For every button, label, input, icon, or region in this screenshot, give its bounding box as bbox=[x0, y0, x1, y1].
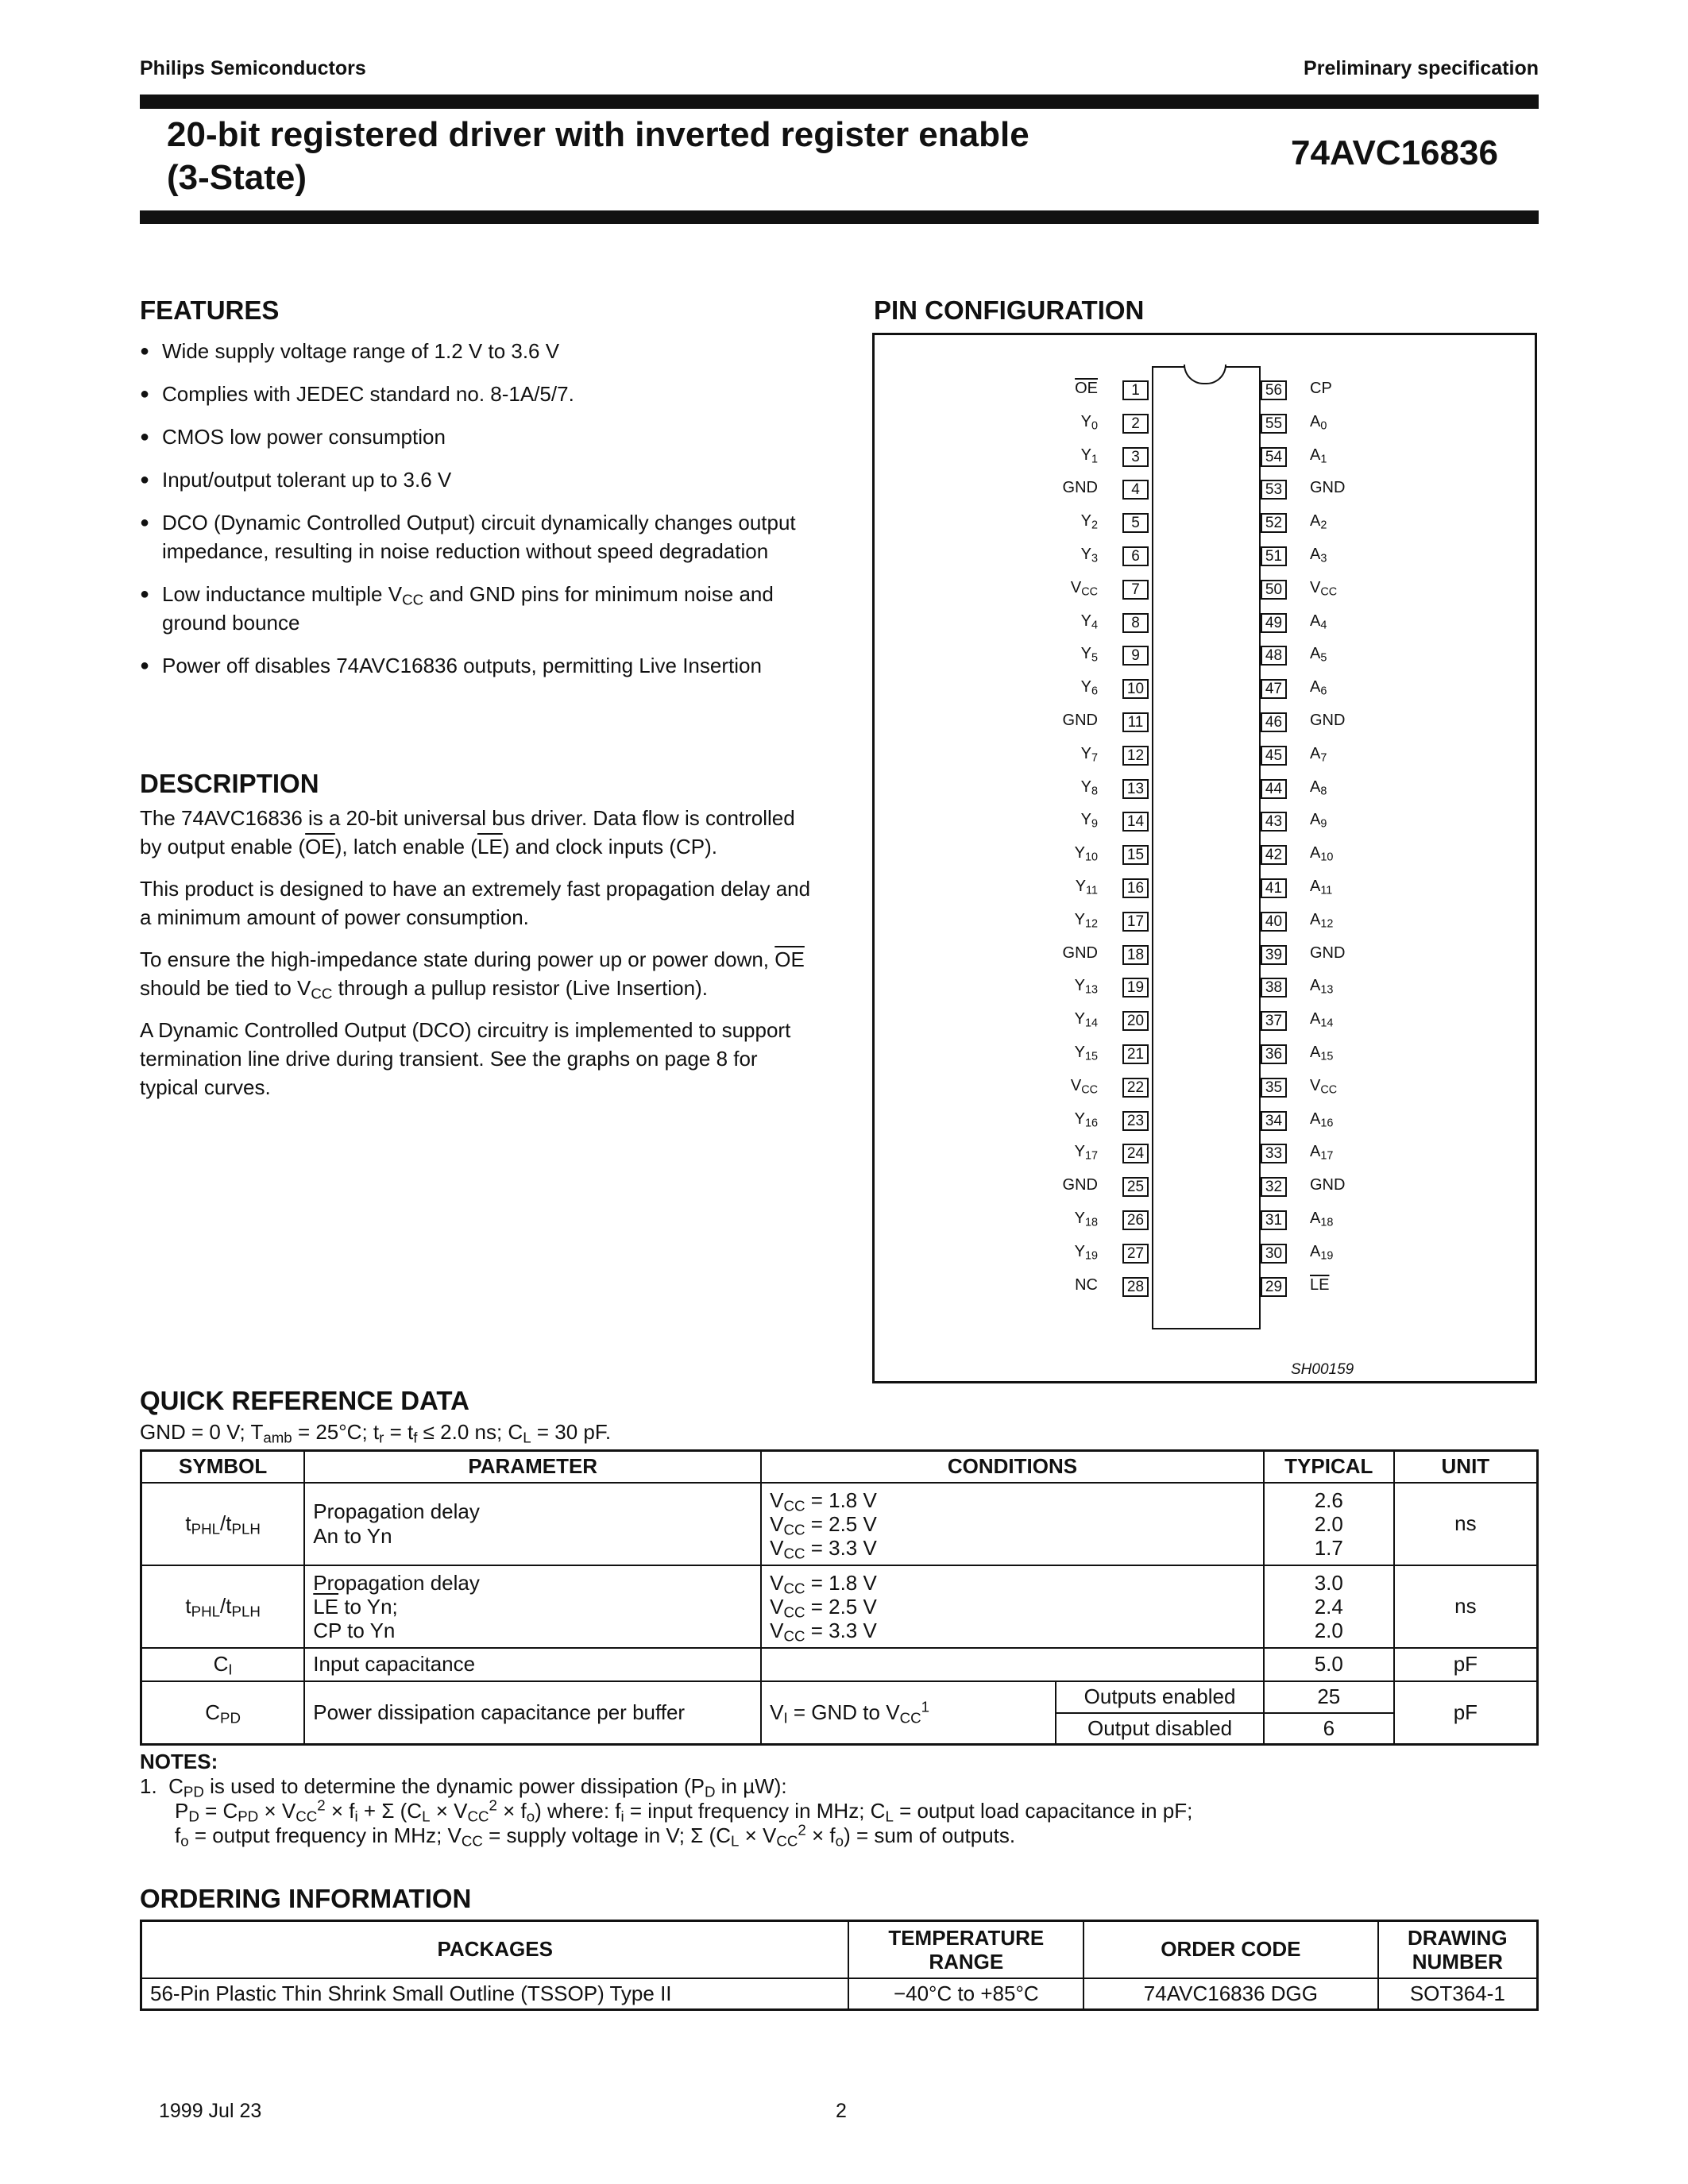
pin-label: $A_{10}$ bbox=[1310, 844, 1334, 864]
typical-cell: 5.0 bbox=[1264, 1648, 1394, 1681]
symbol-ci: $C_I$ bbox=[141, 1648, 305, 1681]
description-paragraph: A Dynamic Controlled Output (DCO) circuitry is implemented to support termination line drive during transient. See the graphs on page 8 for typical curves. bbox=[140, 1018, 791, 1099]
col-unit: UNIT bbox=[1394, 1451, 1538, 1483]
pin-label: $A_6$ bbox=[1310, 678, 1327, 698]
unit-cell: pF bbox=[1394, 1648, 1538, 1681]
pin-number: 11 bbox=[1122, 712, 1149, 732]
pin-label: GND bbox=[1062, 712, 1098, 729]
table-row bbox=[141, 1565, 1538, 1648]
pin-label: $Y_{19}$ bbox=[1074, 1242, 1098, 1263]
pin-number: 39 bbox=[1261, 945, 1287, 965]
typical-cell: 25 bbox=[1264, 1681, 1394, 1713]
pin-number: 27 bbox=[1122, 1244, 1149, 1264]
quick-ref-conditions: GND = 0 V; $T_{amb} = 25^\circ C$; $t_r = t_f \le 2.0$ ns; $C_L = 30$ pF. bbox=[140, 1420, 612, 1446]
description-heading: DESCRIPTION bbox=[140, 769, 319, 798]
pin-label: $A_{18}$ bbox=[1310, 1210, 1334, 1229]
table-row bbox=[141, 1978, 1538, 2010]
pin-number: 14 bbox=[1122, 812, 1149, 832]
col-order-code: ORDER CODE bbox=[1083, 1921, 1377, 1978]
pin-label: $Y_1$ bbox=[1080, 446, 1098, 466]
pin-label: $A_{17}$ bbox=[1310, 1143, 1334, 1163]
symbol-cpd: $C_{PD}$ bbox=[141, 1681, 305, 1745]
company-name: Philips Semiconductors bbox=[140, 57, 366, 79]
note-1-formula: $P_D = C_{PD} \times V_{CC}^2 \times f_i + \Sigma$ $(C_L \times V_{CC}^2 \times f_o)$ where: $f_i$ = input frequency in MHz; $C_L$ = output load capacitance in pF; bbox=[175, 1796, 1193, 1825]
pin-label: $A_{14}$ bbox=[1310, 1010, 1334, 1030]
pin-number: 51 bbox=[1261, 546, 1287, 566]
part-number: 74AVC16836 bbox=[1291, 133, 1498, 172]
pin-label: $V_{CC}$ bbox=[1070, 578, 1098, 599]
col-packages: PACKAGES bbox=[141, 1921, 849, 1978]
package-cell: 56-Pin Plastic Thin Shrink Small Outline (TSSOP) Type II bbox=[141, 1978, 849, 2010]
col-conditions: CONDITIONS bbox=[761, 1451, 1264, 1483]
unit-cell: pF bbox=[1394, 1681, 1538, 1745]
table-header-row bbox=[141, 1451, 1538, 1483]
pin-label: $A_5$ bbox=[1310, 645, 1327, 665]
pin-label: GND bbox=[1310, 1176, 1346, 1194]
features-heading: FEATURES bbox=[140, 295, 280, 325]
col-typical: TYPICAL bbox=[1264, 1451, 1394, 1483]
pin-label: $\overline{LE}$ bbox=[1310, 1275, 1330, 1294]
pin-number: 30 bbox=[1261, 1244, 1287, 1264]
cond-cell: $V_{CC} = 1.8$ V $V_{CC} = 2.5$ V $V_{CC} = 3.3$ V bbox=[761, 1483, 1264, 1565]
pin-label: $V_{CC}$ bbox=[1310, 1076, 1338, 1097]
pin-number: 52 bbox=[1261, 513, 1287, 533]
pin-number: 4 bbox=[1122, 480, 1149, 500]
pin-label: $A_9$ bbox=[1310, 811, 1327, 831]
pin-number: 42 bbox=[1261, 845, 1287, 865]
feature-item: ● DCO (Dynamic Controlled Output) circuit dynamically changes output impedance, resulting in noise reduction without speed degradation bbox=[140, 508, 815, 565]
pin-label: $A_2$ bbox=[1310, 512, 1327, 532]
pin-number: 3 bbox=[1122, 447, 1149, 467]
typical-cell: 6 bbox=[1264, 1713, 1394, 1745]
table-header-row bbox=[141, 1921, 1538, 1978]
description-body bbox=[140, 804, 815, 1115]
pin-label: $Y_{17}$ bbox=[1074, 1143, 1098, 1163]
quick-ref-heading: QUICK REFERENCE DATA bbox=[140, 1386, 469, 1415]
ic-package-outline bbox=[1152, 366, 1261, 1329]
pin-number: 19 bbox=[1122, 978, 1149, 997]
ordering-table bbox=[140, 1920, 1539, 2011]
pin-label: $A_{13}$ bbox=[1310, 977, 1334, 997]
cond-cell: $V_{CC} = 1.8$ V $V_{CC} = 2.5$ V $V_{CC} = 3.3$ V bbox=[761, 1565, 1264, 1648]
title-line-2: (3-State) bbox=[167, 158, 307, 197]
pin-label: GND bbox=[1062, 1176, 1098, 1194]
feature-item-vcc: ● Low inductance multiple $V_{CC}$ and GND pins for minimum noise and ground bounce bbox=[140, 580, 815, 637]
pin-number: 48 bbox=[1261, 646, 1287, 666]
pin-number: 45 bbox=[1261, 746, 1287, 766]
pin-label: $Y_0$ bbox=[1080, 412, 1098, 433]
pin-label: $A_1$ bbox=[1310, 446, 1327, 466]
pin-label: $V_{CC}$ bbox=[1070, 1076, 1098, 1097]
pin-number: 38 bbox=[1261, 978, 1287, 997]
pin-label: $\overline{OE}$ bbox=[1075, 380, 1098, 397]
pin-label: $Y_6$ bbox=[1080, 678, 1098, 698]
typical-cell: 3.0 2.4 2.0 bbox=[1264, 1565, 1394, 1648]
pin-number: 37 bbox=[1261, 1011, 1287, 1031]
pin-number: 49 bbox=[1261, 613, 1287, 633]
pin-label: $Y_8$ bbox=[1080, 778, 1098, 798]
pin-label: GND bbox=[1062, 479, 1098, 497]
pin-label: $Y_{11}$ bbox=[1075, 878, 1098, 897]
symbol-tphl-tplh: $t_{PHL}/t_{PLH}$ bbox=[141, 1483, 305, 1565]
pin-label: $Y_3$ bbox=[1080, 546, 1098, 565]
pin-number: 33 bbox=[1261, 1144, 1287, 1163]
pin-number: 36 bbox=[1261, 1044, 1287, 1064]
temp-cell: −40°C to +85°C bbox=[848, 1978, 1083, 2010]
note-1-formula-cont: $f_o$ = output frequency in MHz; $V_{CC}$ = supply voltage in V; Σ $(C_L \times V_{CC}^2 \times f_o)$ = sum of outputs. bbox=[175, 1821, 1016, 1850]
pin-number: 21 bbox=[1122, 1044, 1149, 1064]
drawing-cell: SOT364-1 bbox=[1378, 1978, 1538, 2010]
pin-label: $Y_{10}$ bbox=[1074, 844, 1098, 864]
pin-label: $A_7$ bbox=[1310, 744, 1327, 765]
pin-label: $Y_9$ bbox=[1080, 811, 1098, 831]
subcond-cell: Output disabled bbox=[1056, 1713, 1264, 1745]
pin-number: 6 bbox=[1122, 546, 1149, 566]
pin-number: 18 bbox=[1122, 945, 1149, 965]
pin-label: $Y_4$ bbox=[1080, 612, 1098, 632]
pin-number: 35 bbox=[1261, 1078, 1287, 1098]
pin-number: 23 bbox=[1122, 1111, 1149, 1131]
page-number: 2 bbox=[836, 2100, 847, 2122]
pin-number: 5 bbox=[1122, 513, 1149, 533]
pin-number: 50 bbox=[1261, 580, 1287, 600]
pin-number: 17 bbox=[1122, 912, 1149, 932]
pin-number: 9 bbox=[1122, 646, 1149, 666]
document-title bbox=[167, 114, 1199, 199]
pin-number: 44 bbox=[1261, 779, 1287, 799]
cond-cell bbox=[761, 1648, 1264, 1681]
table-row bbox=[141, 1681, 1538, 1713]
pin-number: 2 bbox=[1122, 414, 1149, 434]
order-code-cell: 74AVC16836 DGG bbox=[1083, 1978, 1377, 2010]
pin-label: $Y_{12}$ bbox=[1074, 910, 1098, 931]
typical-cell: 2.6 2.0 1.7 bbox=[1264, 1483, 1394, 1565]
subcond-cell: Outputs enabled bbox=[1056, 1681, 1264, 1713]
feature-item: ● Power off disables 74AVC16836 outputs, permitting Live Insertion bbox=[140, 651, 815, 680]
header-rule-bottom bbox=[140, 210, 1539, 224]
notes-block bbox=[140, 1750, 1192, 1848]
col-drawing-number: DRAWING NUMBER bbox=[1378, 1921, 1538, 1978]
pin-number: 47 bbox=[1261, 679, 1287, 699]
param-cell: Power dissipation capacitance per buffer bbox=[304, 1681, 761, 1745]
pin-number: 15 bbox=[1122, 845, 1149, 865]
description-paragraph: To ensure the high-impedance state during power up or power down, $\overline{OE}$ should be tied to $V_{CC}$ through a pullup resistor (Live Insertion). bbox=[140, 947, 805, 1002]
pin-label: NC bbox=[1075, 1275, 1098, 1294]
pin-number: 1 bbox=[1122, 380, 1149, 400]
pin-label: $Y_{16}$ bbox=[1074, 1109, 1098, 1130]
pin-number: 54 bbox=[1261, 447, 1287, 467]
feature-item: ● Wide supply voltage range of 1.2 V to 3.6 V bbox=[140, 337, 815, 365]
table-row bbox=[141, 1483, 1538, 1565]
features-list bbox=[140, 337, 815, 694]
col-parameter: PARAMETER bbox=[304, 1451, 761, 1483]
pin-label: $A_{15}$ bbox=[1310, 1044, 1334, 1063]
pin-number: 29 bbox=[1261, 1277, 1287, 1297]
param-cell: Input capacitance bbox=[304, 1648, 761, 1681]
pin-number: 7 bbox=[1122, 580, 1149, 600]
pin-number: 8 bbox=[1122, 613, 1149, 633]
pin-label: $A_8$ bbox=[1310, 778, 1327, 798]
unit-cell: ns bbox=[1394, 1483, 1538, 1565]
pin-number: 34 bbox=[1261, 1111, 1287, 1131]
footer-date: 1999 Jul 23 bbox=[159, 2100, 262, 2122]
pin-number: 10 bbox=[1122, 679, 1149, 699]
ordering-heading: ORDERING INFORMATION bbox=[140, 1884, 472, 1913]
pin-label: $Y_7$ bbox=[1080, 744, 1098, 765]
pin-number: 20 bbox=[1122, 1011, 1149, 1031]
pin-number: 43 bbox=[1261, 812, 1287, 832]
pin-number: 46 bbox=[1261, 712, 1287, 732]
pin-label: GND bbox=[1062, 943, 1098, 962]
pin-label: $A_3$ bbox=[1310, 546, 1327, 565]
pin-label: $A_{19}$ bbox=[1310, 1242, 1334, 1263]
unit-cell: ns bbox=[1394, 1565, 1538, 1648]
pin-number: 41 bbox=[1261, 878, 1287, 898]
pin-label: GND bbox=[1310, 712, 1346, 729]
pin-number: 25 bbox=[1122, 1177, 1149, 1197]
table-row bbox=[141, 1648, 1538, 1681]
pin-number: 31 bbox=[1261, 1210, 1287, 1230]
pin-config-heading: PIN CONFIGURATION bbox=[874, 295, 1145, 325]
pin-label: $A_4$ bbox=[1310, 612, 1327, 632]
pin-label: $Y_2$ bbox=[1080, 512, 1098, 532]
feature-item: ● Complies with JEDEC standard no. 8-1A/5/7. bbox=[140, 380, 815, 408]
pin-number: 40 bbox=[1261, 912, 1287, 932]
param-cell: Propagation delay An to Yn bbox=[304, 1483, 761, 1565]
pin-label: GND bbox=[1310, 943, 1346, 962]
col-temperature: TEMPERATURE RANGE bbox=[848, 1921, 1083, 1978]
pin-number: 16 bbox=[1122, 878, 1149, 898]
feature-item: ● CMOS low power consumption bbox=[140, 423, 815, 451]
pin-number: 53 bbox=[1261, 480, 1287, 500]
pin-label: $A_{11}$ bbox=[1310, 878, 1333, 897]
pin-number: 13 bbox=[1122, 779, 1149, 799]
pin-number: 28 bbox=[1122, 1277, 1149, 1297]
pin-label: $A_{12}$ bbox=[1310, 910, 1334, 931]
pin-number: 32 bbox=[1261, 1177, 1287, 1197]
pin-label: $A_{16}$ bbox=[1310, 1109, 1334, 1130]
title-line-1: 20-bit registered driver with inverted register enable bbox=[167, 115, 1029, 154]
pin-label: $A_0$ bbox=[1310, 412, 1327, 433]
col-symbol: SYMBOL bbox=[141, 1451, 305, 1483]
pin-number: 24 bbox=[1122, 1144, 1149, 1163]
symbol-tphl-tplh: $t_{PHL}/t_{PLH}$ bbox=[141, 1565, 305, 1648]
pin-label: $Y_5$ bbox=[1080, 645, 1098, 665]
description-paragraph: This product is designed to have an extremely fast propagation delay and a minimum amount of power consumption. bbox=[140, 877, 811, 929]
param-cell: Propagation delay $\overline{LE}$ to Yn; CP to Yn bbox=[304, 1565, 761, 1648]
quick-ref-table bbox=[140, 1449, 1539, 1746]
cond-cell: $V_I$ = GND to $V_{CC}^1$ bbox=[761, 1681, 1056, 1745]
pin-number: 12 bbox=[1122, 746, 1149, 766]
pin-label: CP bbox=[1310, 380, 1332, 397]
pin-label: $Y_{15}$ bbox=[1074, 1044, 1098, 1063]
drawing-code: SH00159 bbox=[1291, 1361, 1354, 1378]
feature-item: ● Input/output tolerant up to 3.6 V bbox=[140, 465, 815, 494]
notes-heading: NOTES: bbox=[140, 1750, 218, 1773]
pin-label: $Y_{13}$ bbox=[1074, 977, 1098, 997]
pin-label: $Y_{14}$ bbox=[1074, 1010, 1098, 1030]
note-1: 1. $C_{PD}$ is used to determine the dynamic power dissipation ($P_D$ in µW): bbox=[140, 1774, 787, 1800]
pin-number: 22 bbox=[1122, 1078, 1149, 1098]
pin-number: 26 bbox=[1122, 1210, 1149, 1230]
pin-label: GND bbox=[1310, 479, 1346, 497]
pin-number: 55 bbox=[1261, 414, 1287, 434]
pin-label: $V_{CC}$ bbox=[1310, 578, 1338, 599]
header-rule-top bbox=[140, 95, 1539, 109]
pin-number: 56 bbox=[1261, 380, 1287, 400]
spec-status: Preliminary specification bbox=[1304, 57, 1539, 79]
description-paragraph: The 74AVC16836 is a 20-bit universal bus driver. Data flow is controlled by output enable $(\overline{OE})$, latch enable $(\overline{LE})$ and clock inputs (CP). bbox=[140, 806, 795, 859]
pin-label: $Y_{18}$ bbox=[1074, 1210, 1098, 1229]
